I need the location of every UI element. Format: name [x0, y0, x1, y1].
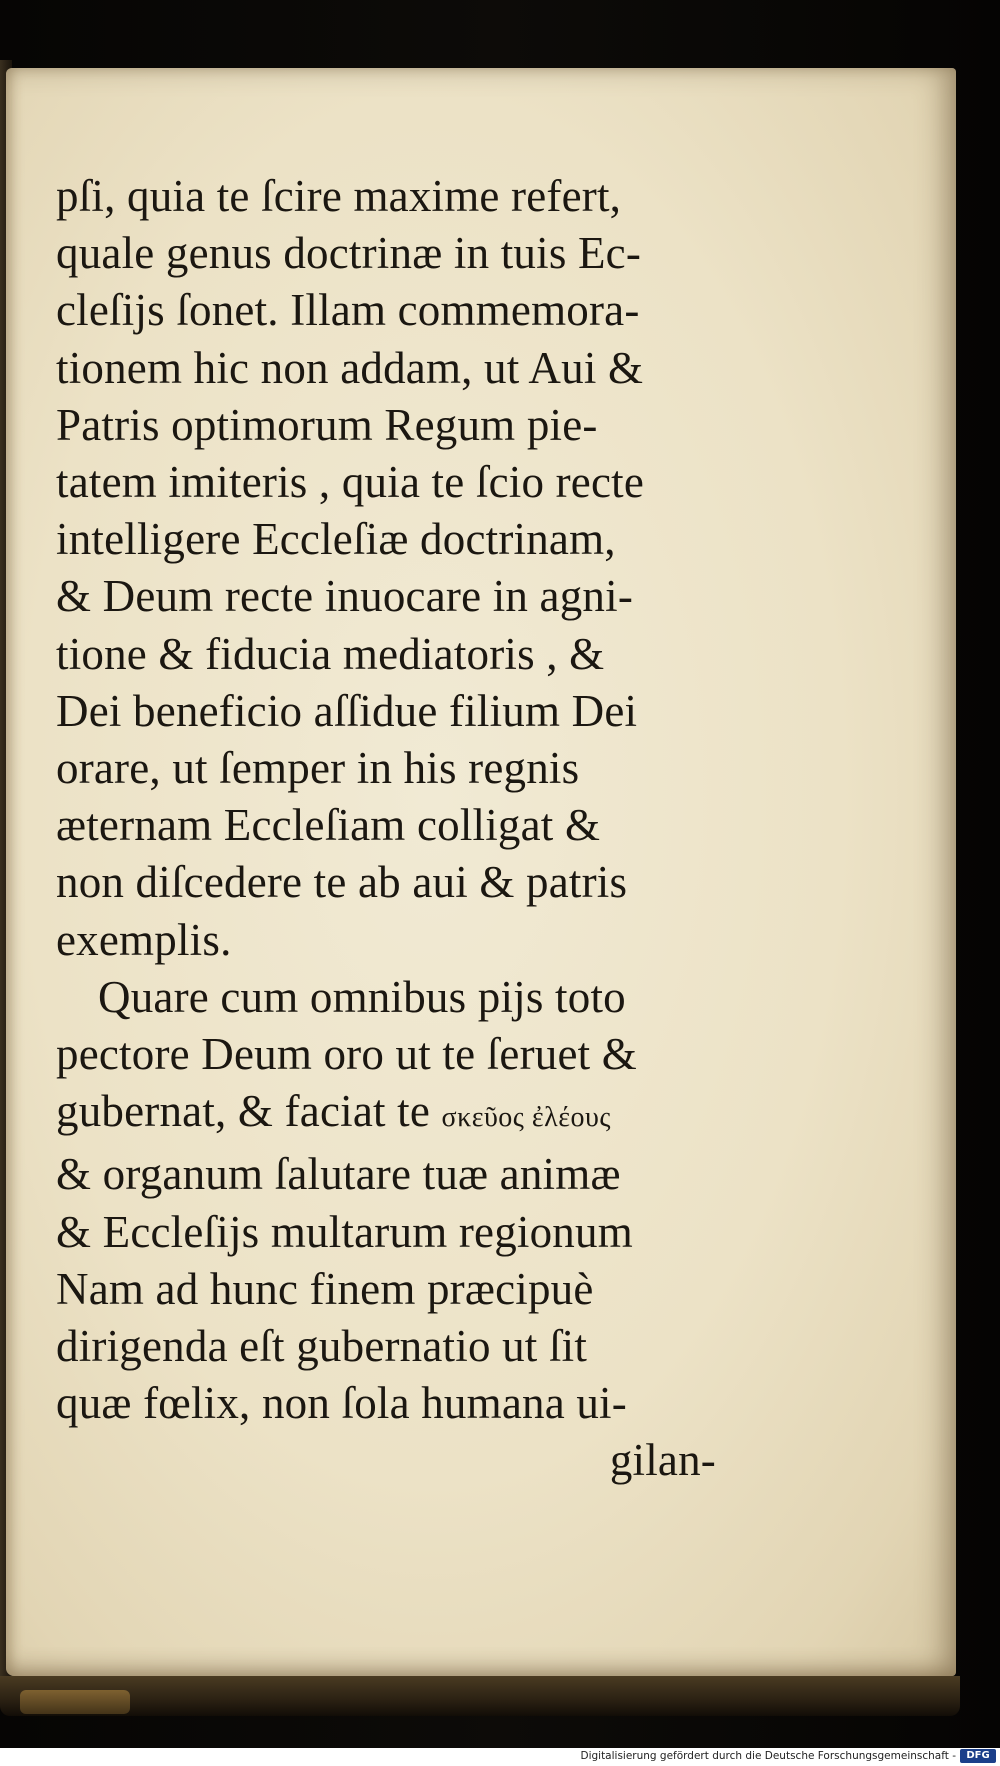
catchword: gilan-	[609, 1435, 716, 1486]
page-text-block	[56, 168, 716, 1490]
text-line-with-greek	[56, 1083, 716, 1146]
text-line: dirigenda eſt gubernatio ut ſit	[56, 1321, 588, 1372]
paragraph-start-line: Quare cum omnibus pijs toto	[98, 971, 626, 1022]
text-line: pſi, quia te ſcire maxime refert,	[56, 171, 622, 221]
dfg-logo: DFG	[960, 1749, 996, 1763]
latin-text: gubernat, & faciat te	[56, 1086, 442, 1137]
book-bottom-edge	[0, 1676, 960, 1716]
text-line: & Eccleſijs multarum regionum	[56, 1206, 633, 1257]
text-line: tatem imiteris , quia te ſcio recte	[56, 457, 645, 508]
book-clasp	[20, 1690, 130, 1714]
text-line: quale genus doctrinæ in tuis Ec-	[56, 228, 642, 279]
text-line: æternam Eccleſiam colligat &	[56, 800, 601, 851]
text-line: Nam ad hunc finem præcipuè	[56, 1263, 594, 1314]
text-line: Patris optimorum Regum pie-	[56, 399, 598, 450]
text-line: tione & fiducia mediatoris , &	[56, 628, 605, 679]
text-line: orare, ut ſemper in his regnis	[56, 743, 580, 794]
text-line: Dei beneficio aſſidue filium Dei	[56, 685, 638, 736]
text-line: exemplis.	[56, 914, 232, 965]
text-line: quæ fœlix, non ſola humana ui-	[56, 1378, 627, 1429]
text-line: non diſcedere te ab aui & patris	[56, 857, 628, 908]
text-line: tionem hic non addam, ut Aui &	[56, 342, 644, 393]
text-line: intelligere Eccleſiæ doctrinam,	[56, 514, 616, 565]
funding-credit: Digitalisierung gefördert durch die Deutsche Forschungsgemeinschaft -	[580, 1750, 956, 1762]
text-line: cleſijs ſonet. Illam commemora-	[56, 285, 640, 336]
text-line: pectore Deum oro ut te ſeruet &	[56, 1029, 637, 1080]
greek-phrase: σκεῦος ἐλέους	[441, 1102, 611, 1134]
text-line: & Deum recte inuocare in agni-	[56, 571, 634, 622]
text-line: & organum ſalutare tuæ animæ	[56, 1149, 621, 1200]
